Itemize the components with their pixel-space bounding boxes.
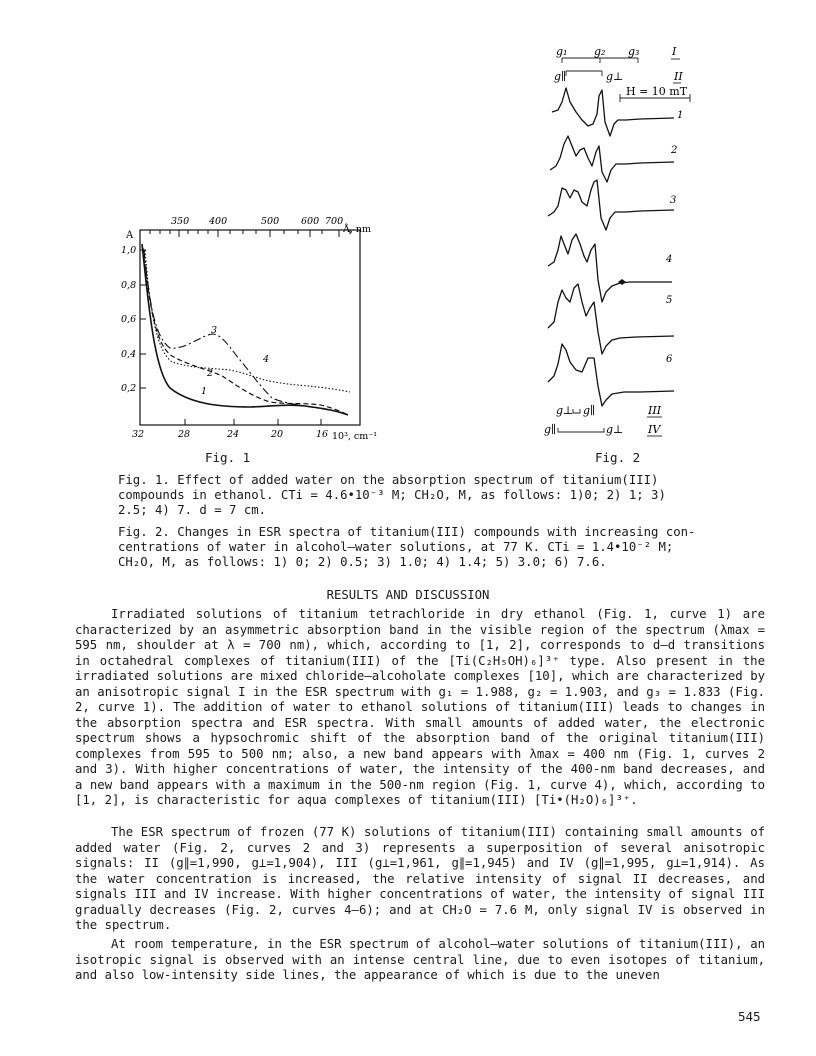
body-paragraph-1-text: Irradiated solutions of titanium tetrachloride in dry ethanol (Fig. 1, curve 1) are characterized by an asymmetric absorption band in the visible region of the spectrum (λmax = 595 nm, shoulder at λ = 700 nm), which, according to [1, 2], corresponds to d–d transitions in octahedral complexes of titanium(III) of the [Ti(C₂H₅OH)₆]³⁺ type. Also present in the irradiated solutions are mixed chloride–alcoholate complexes [10], which are characterized by an anisotropic signal I in the ESR spectrum with g₁ = 1.988, g₂ = 1.903, and g₃ = 1.833 (Fig. 2, curve 1). The addition of water to ethanol solutions of titanium(III) leads to changes in the absorption spectra and ESR spectra. With small amounts of added water, the electronic spectrum shows a hypsochromic shift of the absorption band of the original titanium(III) complexes from 595 to 500 nm; also, a new band appears with λmax = 400 nm (Fig. 1, curves 2 and 3). With higher concentrations of water, the intensity of the 400-nm band decreases, and a new band appears with a maximum in the 500-nm region (Fig. 1, curve 4), which, according to [1, 2], is characteristic for aqua complexes of titanium(III) [Ti•(H₂O)₆]³⁺.	[75, 607, 765, 807]
fig1-top-tick-350: 350	[171, 216, 190, 227]
fig2-label-g2: g₂	[594, 45, 606, 58]
fig1-top-tick-400: 400	[209, 216, 228, 227]
fig2-curve-number-3: 3	[670, 195, 677, 206]
fig1-curve-3	[144, 250, 348, 414]
fig1-y-axis-label: A	[126, 230, 134, 241]
fig1-curve-label-2: 2	[207, 368, 214, 379]
fig1-y-tick-0-8: 0,8	[121, 280, 137, 291]
body-paragraph-2	[75, 825, 765, 934]
fig1-curve-label-1: 1	[201, 386, 208, 397]
fig2-bottom-g-par-III: g∥	[583, 404, 596, 417]
fig1-x-tick-28: 28	[178, 429, 191, 440]
fig2-label-signal-III: III	[648, 404, 662, 417]
fig2-label: Fig. 2	[595, 450, 641, 465]
fig1-label: Fig. 1	[205, 450, 251, 465]
fig2-bottom-g-par-IV: g∥	[544, 423, 557, 436]
fig1-absorption-chart	[110, 210, 380, 442]
fig2-bracket-signal-I	[562, 58, 680, 63]
fig1-curve-1	[142, 244, 348, 415]
fig2-spectrum-curve-3	[548, 180, 677, 230]
fig2-label-signal-IV: IV	[648, 423, 661, 436]
fig2-label-g3: g₃	[628, 45, 640, 58]
fig1-top-axis-unit: Å, nm	[343, 224, 372, 235]
fig1-y-tick-0-2: 0,2	[121, 383, 137, 394]
fig2-curve-number-6: 6	[666, 354, 673, 365]
fig1-x-tick-32: 32	[132, 429, 145, 440]
body-paragraph-3	[75, 937, 765, 984]
body-paragraph-3-text: At room temperature, in the ESR spectrum of alcohol–water solutions of titanium(III), an isotropic signal is observed with an intense central line, due to even isotopes of titanium, and also low-intensity side lines, the appearance of which is due to the uneven	[75, 937, 765, 982]
fig2-spectrum-curve-5	[548, 284, 674, 354]
fig2-label-signal-I: I	[672, 45, 677, 58]
fig1-y-tick-0-4: 0,4	[121, 349, 137, 360]
fig2-spectrum-marker	[618, 279, 626, 285]
fig2-spectrum-curve-2	[550, 136, 674, 182]
fig2-curve-number-4: 4	[666, 254, 673, 265]
fig2-label-signal-II: II	[674, 70, 683, 83]
fig2-bottom-g-perp-IV: g⊥	[606, 423, 624, 436]
fig2-curve-number-2: 2	[671, 145, 678, 156]
fig1-curve-label-3: 3	[211, 325, 218, 336]
fig1-top-tick-500: 500	[261, 216, 280, 227]
fig1-curve-4	[145, 250, 350, 392]
fig2-label-g1: g₁	[556, 45, 568, 58]
fig1-x-tick-20: 20	[271, 429, 284, 440]
fig2-esr-spectra	[540, 40, 700, 440]
fig2-spectrum-curve-6	[548, 344, 674, 406]
fig1-curve-label-4: 4	[263, 354, 270, 365]
body-paragraph-2-text: The ESR spectrum of frozen (77 K) solutions of titanium(III) containing small amounts of added water (Fig. 2, curves 2 and 3) represents a superposition of several anisotropic signals: II (g∥=1,990, g⊥=1,904), III (g⊥=1,961, g∥=1,945) and IV (g∥=1,995, g⊥=1,914). As the water concentration is increased, the relative intensity of signal II decreases, and signals III and IV increase. With higher concentrations of water, the intensity of signal III gradually decreases (Fig. 2, curves 4–6); and at CH₂O = 7.6 M, only signal IV is observed in the spectrum.	[75, 825, 765, 932]
fig1-y-tick-1-0: 1,0	[121, 245, 137, 256]
fig1-caption: Fig. 1. Effect of added water on the absorption spectrum of titanium(III) compounds in ethanol. CTi = 4.6•10⁻³ M; CH₂O, M, as follows: 1)0; 2) 1; 3) 2.5; 4) 7. d = 7 cm.	[118, 473, 666, 517]
fig2-curve-number-1: 1	[677, 110, 684, 121]
fig1-y-tick-0-6: 0,6	[121, 314, 137, 325]
page-number: 545	[738, 1009, 761, 1024]
fig1-plot-frame	[140, 230, 360, 425]
fig2-caption: Fig. 2. Changes in ESR spectra of titanium(III) compounds with increasing con- centrations of water in alcohol–water solutions, at 77 K. CTi = 1.4•10⁻² M; CH₂O, M, as follows: 1) 0; 2) 0.5; 3) 1.0; 4) 1.4; 5) 3.0; 6) 7.6.	[118, 525, 696, 569]
fig2-bottom-g-perp-III: g⊥	[556, 404, 574, 417]
fig2-bracket-signal-II	[566, 71, 681, 83]
fig2-spectrum-curve-4	[548, 234, 672, 302]
fig1-top-tick-600: 600	[301, 216, 320, 227]
section-heading: RESULTS AND DISCUSSION	[326, 588, 490, 602]
body-paragraph-1	[75, 607, 765, 809]
fig1-x-axis-unit: 10³, cm⁻¹	[332, 431, 378, 442]
fig2-curve-number-5: 5	[666, 295, 673, 306]
fig1-x-tick-24: 24	[227, 429, 240, 440]
fig2-label-g-perp: g⊥	[606, 70, 624, 83]
fig2-field-scale-label: H = 10 mT	[626, 85, 688, 98]
fig2-label-g-par: g∥	[554, 70, 567, 83]
fig1-x-tick-16: 16	[316, 429, 329, 440]
fig1-top-tick-700: 700	[325, 216, 344, 227]
